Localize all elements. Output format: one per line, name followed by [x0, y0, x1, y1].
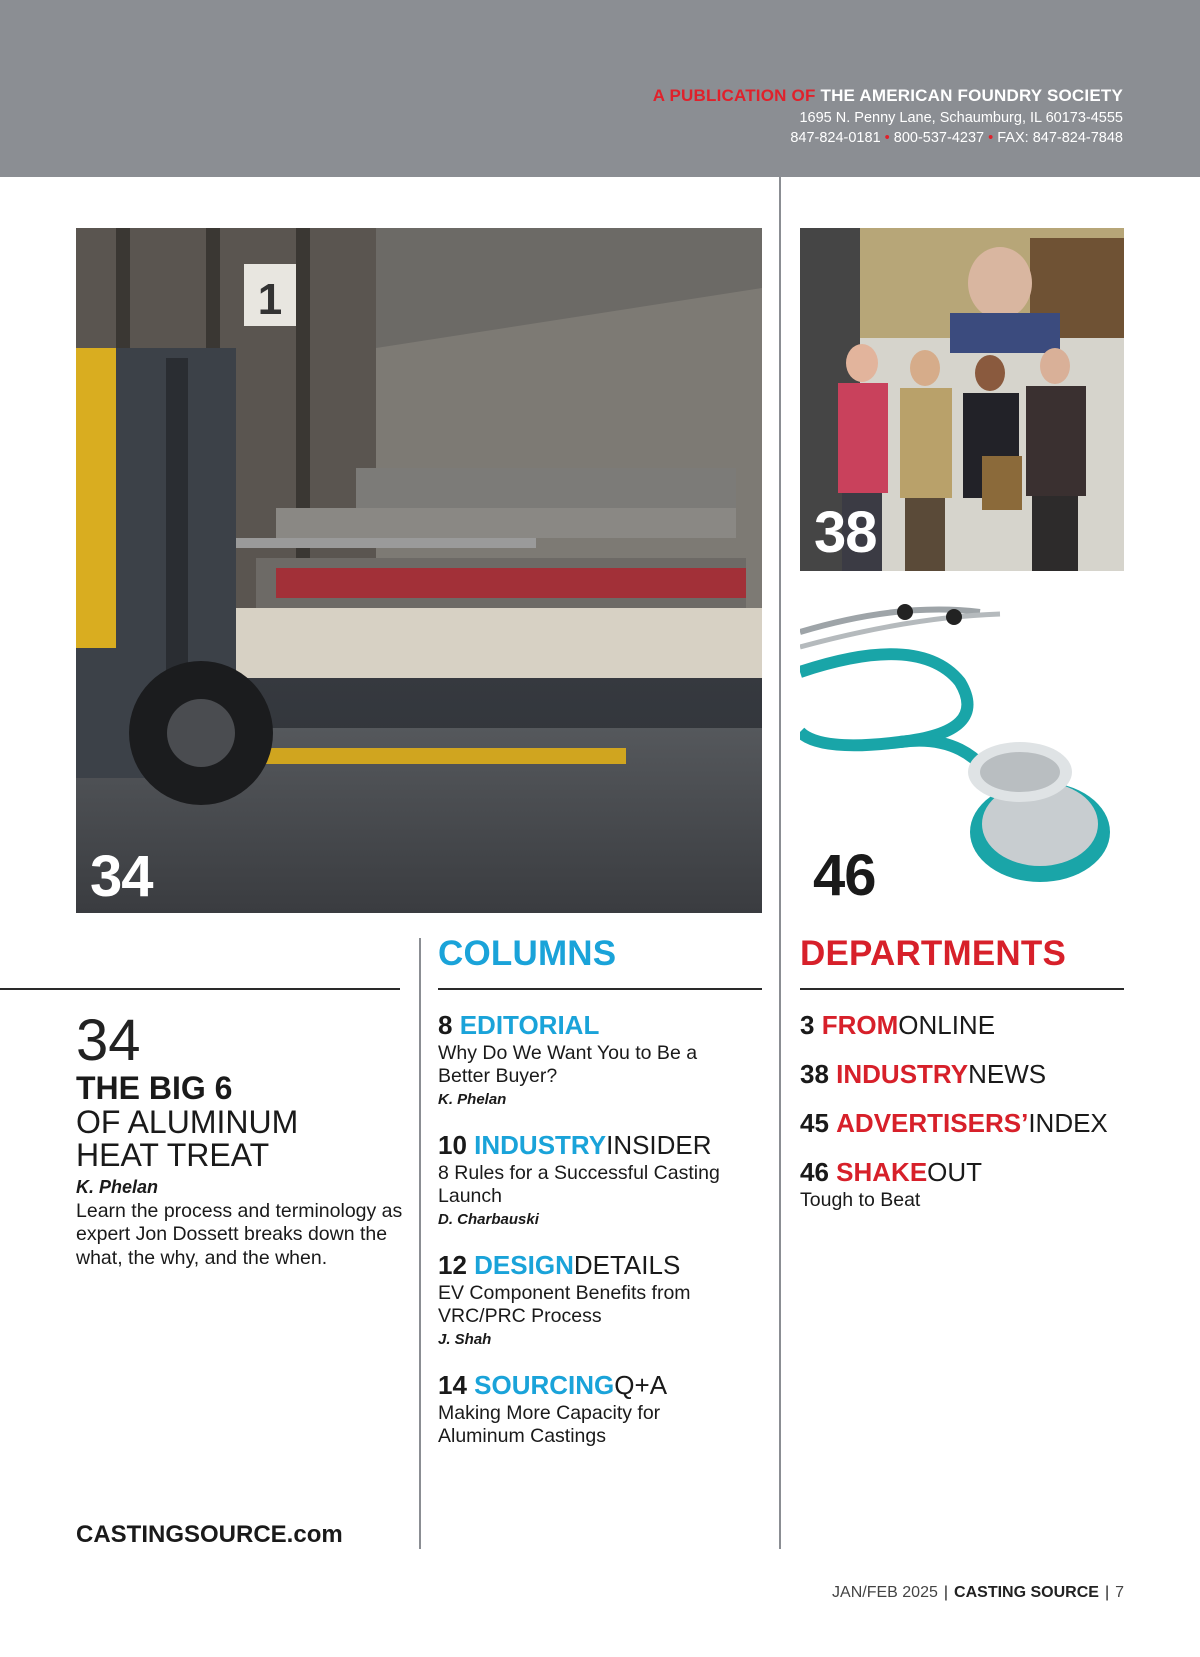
- department-item-name: SHAKE: [836, 1157, 928, 1187]
- feature-rule: [0, 988, 400, 990]
- middle-column-divider: [419, 938, 421, 1549]
- feature-title-bold: THE BIG 6: [76, 1070, 233, 1106]
- department-item-name: ADVERTISERS’: [836, 1108, 1029, 1138]
- department-item-title: [800, 1109, 1120, 1138]
- publication-line: [653, 86, 1123, 106]
- stethoscope-page-number: 46: [813, 843, 876, 908]
- footer-separator: |: [943, 1584, 949, 1601]
- column-item-page: 10: [438, 1130, 467, 1160]
- column-item-author: D. Charbauski: [438, 1210, 539, 1228]
- department-item-title: [800, 1060, 1120, 1089]
- column-item-industry-insider[interactable]: [438, 1131, 738, 1228]
- column-item-subtitle: Why Do We Want You to Be a Better Buyer?: [438, 1041, 698, 1087]
- department-item-title: [800, 1011, 1120, 1040]
- stethoscope-photo: [800, 592, 1124, 913]
- feature-story[interactable]: [76, 1008, 406, 1270]
- department-item-name-rest: ONLINE: [898, 1010, 996, 1040]
- department-item-name: FROM: [821, 1010, 899, 1040]
- column-item-name-rest: DETAILS: [573, 1250, 681, 1280]
- feature-page-number: 34: [76, 1008, 141, 1073]
- column-item-name-rest: Q+A: [614, 1370, 668, 1400]
- bay-number-sign: 1: [257, 275, 283, 324]
- column-item-title: [438, 1131, 738, 1160]
- department-item-advertisers-index[interactable]: [800, 1109, 1120, 1138]
- society-address: 1695 N. Penny Lane, Schaumburg, IL 60173-4555: [799, 110, 1123, 126]
- department-item-industry-news[interactable]: [800, 1060, 1120, 1089]
- separator-dot: •: [884, 130, 890, 146]
- column-item-page: 8: [438, 1010, 453, 1040]
- departments-rule: [800, 988, 1124, 990]
- magazine-name: CASTING SOURCE: [954, 1584, 1099, 1601]
- issue-date: JAN/FEB 2025: [832, 1584, 938, 1601]
- column-item-page: 12: [438, 1250, 467, 1280]
- department-item-shakeout[interactable]: [800, 1158, 1120, 1212]
- forklift-photo: [76, 228, 762, 913]
- column-item-title: [438, 1011, 738, 1040]
- department-item-title: [800, 1158, 1120, 1187]
- department-item-page: 38: [800, 1059, 829, 1089]
- column-item-name-rest: INSIDER: [606, 1130, 712, 1160]
- contact-numbers: [653, 130, 1123, 146]
- column-item-author: K. Phelan: [438, 1090, 507, 1108]
- column-item-author: J. Shah: [438, 1330, 492, 1348]
- department-item-name-rest: NEWS: [968, 1059, 1047, 1089]
- page-number: 7: [1115, 1584, 1124, 1601]
- department-item-name-rest: OUT: [927, 1157, 983, 1187]
- website-link[interactable]: CASTINGSOURCE.com: [76, 1521, 343, 1548]
- department-item-page: 46: [800, 1157, 829, 1187]
- column-item-subtitle: EV Component Benefits from VRC/PRC Process: [438, 1281, 691, 1327]
- column-item-page: 14: [438, 1370, 467, 1400]
- column-item-title: [438, 1251, 738, 1280]
- department-item-page: 45: [800, 1108, 829, 1138]
- page-footer: [832, 1584, 1124, 1602]
- column-item-sourcing-qa[interactable]: [438, 1371, 738, 1448]
- masthead-banner: [0, 0, 1200, 177]
- award-page-number: 38: [814, 500, 877, 565]
- column-item-subtitle: Making More Capacity for Aluminum Castings: [438, 1401, 661, 1447]
- society-name: THE AMERICAN FOUNDRY SOCIETY: [820, 86, 1123, 105]
- department-item-page: 3: [800, 1010, 815, 1040]
- right-column-divider: [779, 177, 781, 1549]
- phone-1: 847-824-0181: [790, 130, 881, 146]
- column-item-name: DESIGN: [474, 1250, 574, 1280]
- phone-2: 800-537-4237: [893, 130, 985, 146]
- column-item-name: INDUSTRY: [474, 1130, 607, 1160]
- department-item-name: INDUSTRY: [836, 1059, 969, 1089]
- department-item-subtitle: Tough to Beat: [800, 1188, 921, 1211]
- column-item-editorial[interactable]: [438, 1011, 738, 1108]
- column-item-title: [438, 1371, 738, 1400]
- departments-heading: DEPARTMENTS: [800, 934, 1066, 973]
- department-item-from-online[interactable]: [800, 1011, 1120, 1040]
- separator-dot: •: [988, 130, 994, 146]
- publication-prefix: A PUBLICATION OF: [652, 86, 816, 105]
- column-item-subtitle: 8 Rules for a Successful Casting Launch: [438, 1161, 720, 1207]
- footer-separator: |: [1104, 1584, 1110, 1601]
- feature-description: Learn the process and terminology as expert Jon Dossett breaks down the what, the why, and the when.: [76, 1199, 403, 1269]
- column-item-design-details[interactable]: [438, 1251, 738, 1348]
- fax-number: FAX: 847-824-7848: [997, 130, 1123, 146]
- publication-info: [653, 86, 1123, 146]
- columns-rule: [438, 988, 762, 990]
- feature-author: K. Phelan: [76, 1176, 159, 1197]
- column-item-name: SOURCING: [474, 1370, 615, 1400]
- award-photo: [800, 228, 1124, 571]
- feature-title-line2: OF ALUMINUM: [76, 1103, 299, 1140]
- department-item-name-rest: INDEX: [1028, 1108, 1108, 1138]
- feature-title-line3: HEAT TREAT: [76, 1137, 270, 1174]
- columns-heading: COLUMNS: [438, 934, 617, 973]
- forklift-page-number: 34: [90, 844, 153, 909]
- column-item-name: EDITORIAL: [459, 1010, 600, 1040]
